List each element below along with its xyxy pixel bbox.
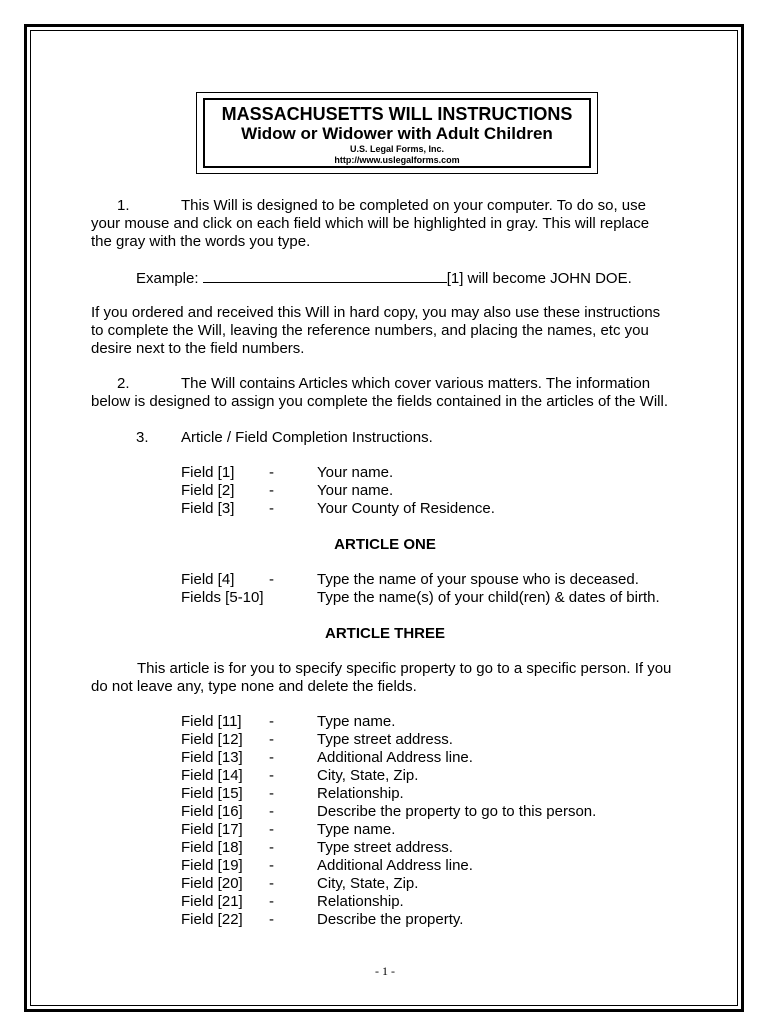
hardcopy-line-3: desire next to the field numbers. <box>91 340 305 357</box>
para-1-line-1: 1. This Will is designed to be completed on your computer. To do so, use <box>91 197 691 215</box>
para-3: 3. Article / Field Completion Instructions. <box>136 429 433 446</box>
field-row: Fields [5-10] Type the name(s) of your child(ren) & dates of birth. <box>181 589 660 606</box>
article-three-intro-line-2: do not leave any, type none and delete the fields. <box>91 678 417 695</box>
hardcopy-line-2: to complete the Will, leaving the reference numbers, and placing the names, etc you <box>91 322 649 339</box>
example-label: Example: <box>136 270 199 287</box>
article-three-heading: ARTICLE THREE <box>325 625 445 642</box>
field-row: Field [14] - City, State, Zip. <box>181 767 419 784</box>
field-row: Field [15] - Relationship. <box>181 785 404 802</box>
page-number: - 1 - <box>375 964 395 978</box>
article-three-intro-line-1: This article is for you to specify specific property to go to a specific person. If you <box>137 660 672 677</box>
field-row: Field [3] - Your County of Residence. <box>181 500 495 517</box>
document-subtitle: Widow or Widower with Adult Children <box>241 124 553 143</box>
field-row: Field [4] - Type the name of your spouse who is deceased. <box>181 571 639 588</box>
title-box <box>203 98 591 168</box>
field-row: Field [16] - Describe the property to go to this person. <box>181 803 597 820</box>
field-row: Field [18] - Type street address. <box>181 839 453 856</box>
para-1-number: 1. <box>117 197 130 214</box>
para-1-line-3: the gray with the words you type. <box>91 233 311 250</box>
field-row: Field [17] - Type name. <box>181 821 396 838</box>
field-row: Field [13] - Additional Address line. <box>181 749 473 766</box>
document-title: MASSACHUSETTS WILL INSTRUCTIONS <box>221 104 573 124</box>
example-blank <box>203 268 447 283</box>
field-row: Field [19] - Additional Address line. <box>181 857 473 874</box>
field-row: Field [20] - City, State, Zip. <box>181 875 419 892</box>
para-2-number: 2. <box>117 375 130 392</box>
hardcopy-line-1: If you ordered and received this Will in hard copy, you may also use these instructions <box>91 304 661 321</box>
para-3-number: 3. <box>136 429 149 446</box>
field-row: Field [12] - Type street address. <box>181 731 453 748</box>
company-url: http://www.uslegalforms.com <box>334 155 460 165</box>
para-1-line-2: your mouse and click on each field which will be highlighted in gray. This will replace <box>91 215 650 232</box>
company-name: U.S. Legal Forms, Inc. <box>349 144 445 154</box>
article-one-heading: ARTICLE ONE <box>334 536 436 553</box>
field-row: Field [22] - Describe the property. <box>181 911 464 928</box>
para-2-line-2: below is designed to assign you complete the fields contained in the articles of the Will. <box>91 393 668 410</box>
field-row: Field [11] - Type name. <box>181 713 396 730</box>
example-line <box>136 268 736 288</box>
field-row: Field [21] - Relationship. <box>181 893 404 910</box>
field-row: Field [1] - Your name. <box>181 464 394 481</box>
example-suffix: [1] will become JOHN DOE. <box>446 270 632 287</box>
field-row: Field [2] - Your name. <box>181 482 394 499</box>
para-2-line-1: 2. The Will contains Articles which cover various matters. The information <box>91 375 691 393</box>
